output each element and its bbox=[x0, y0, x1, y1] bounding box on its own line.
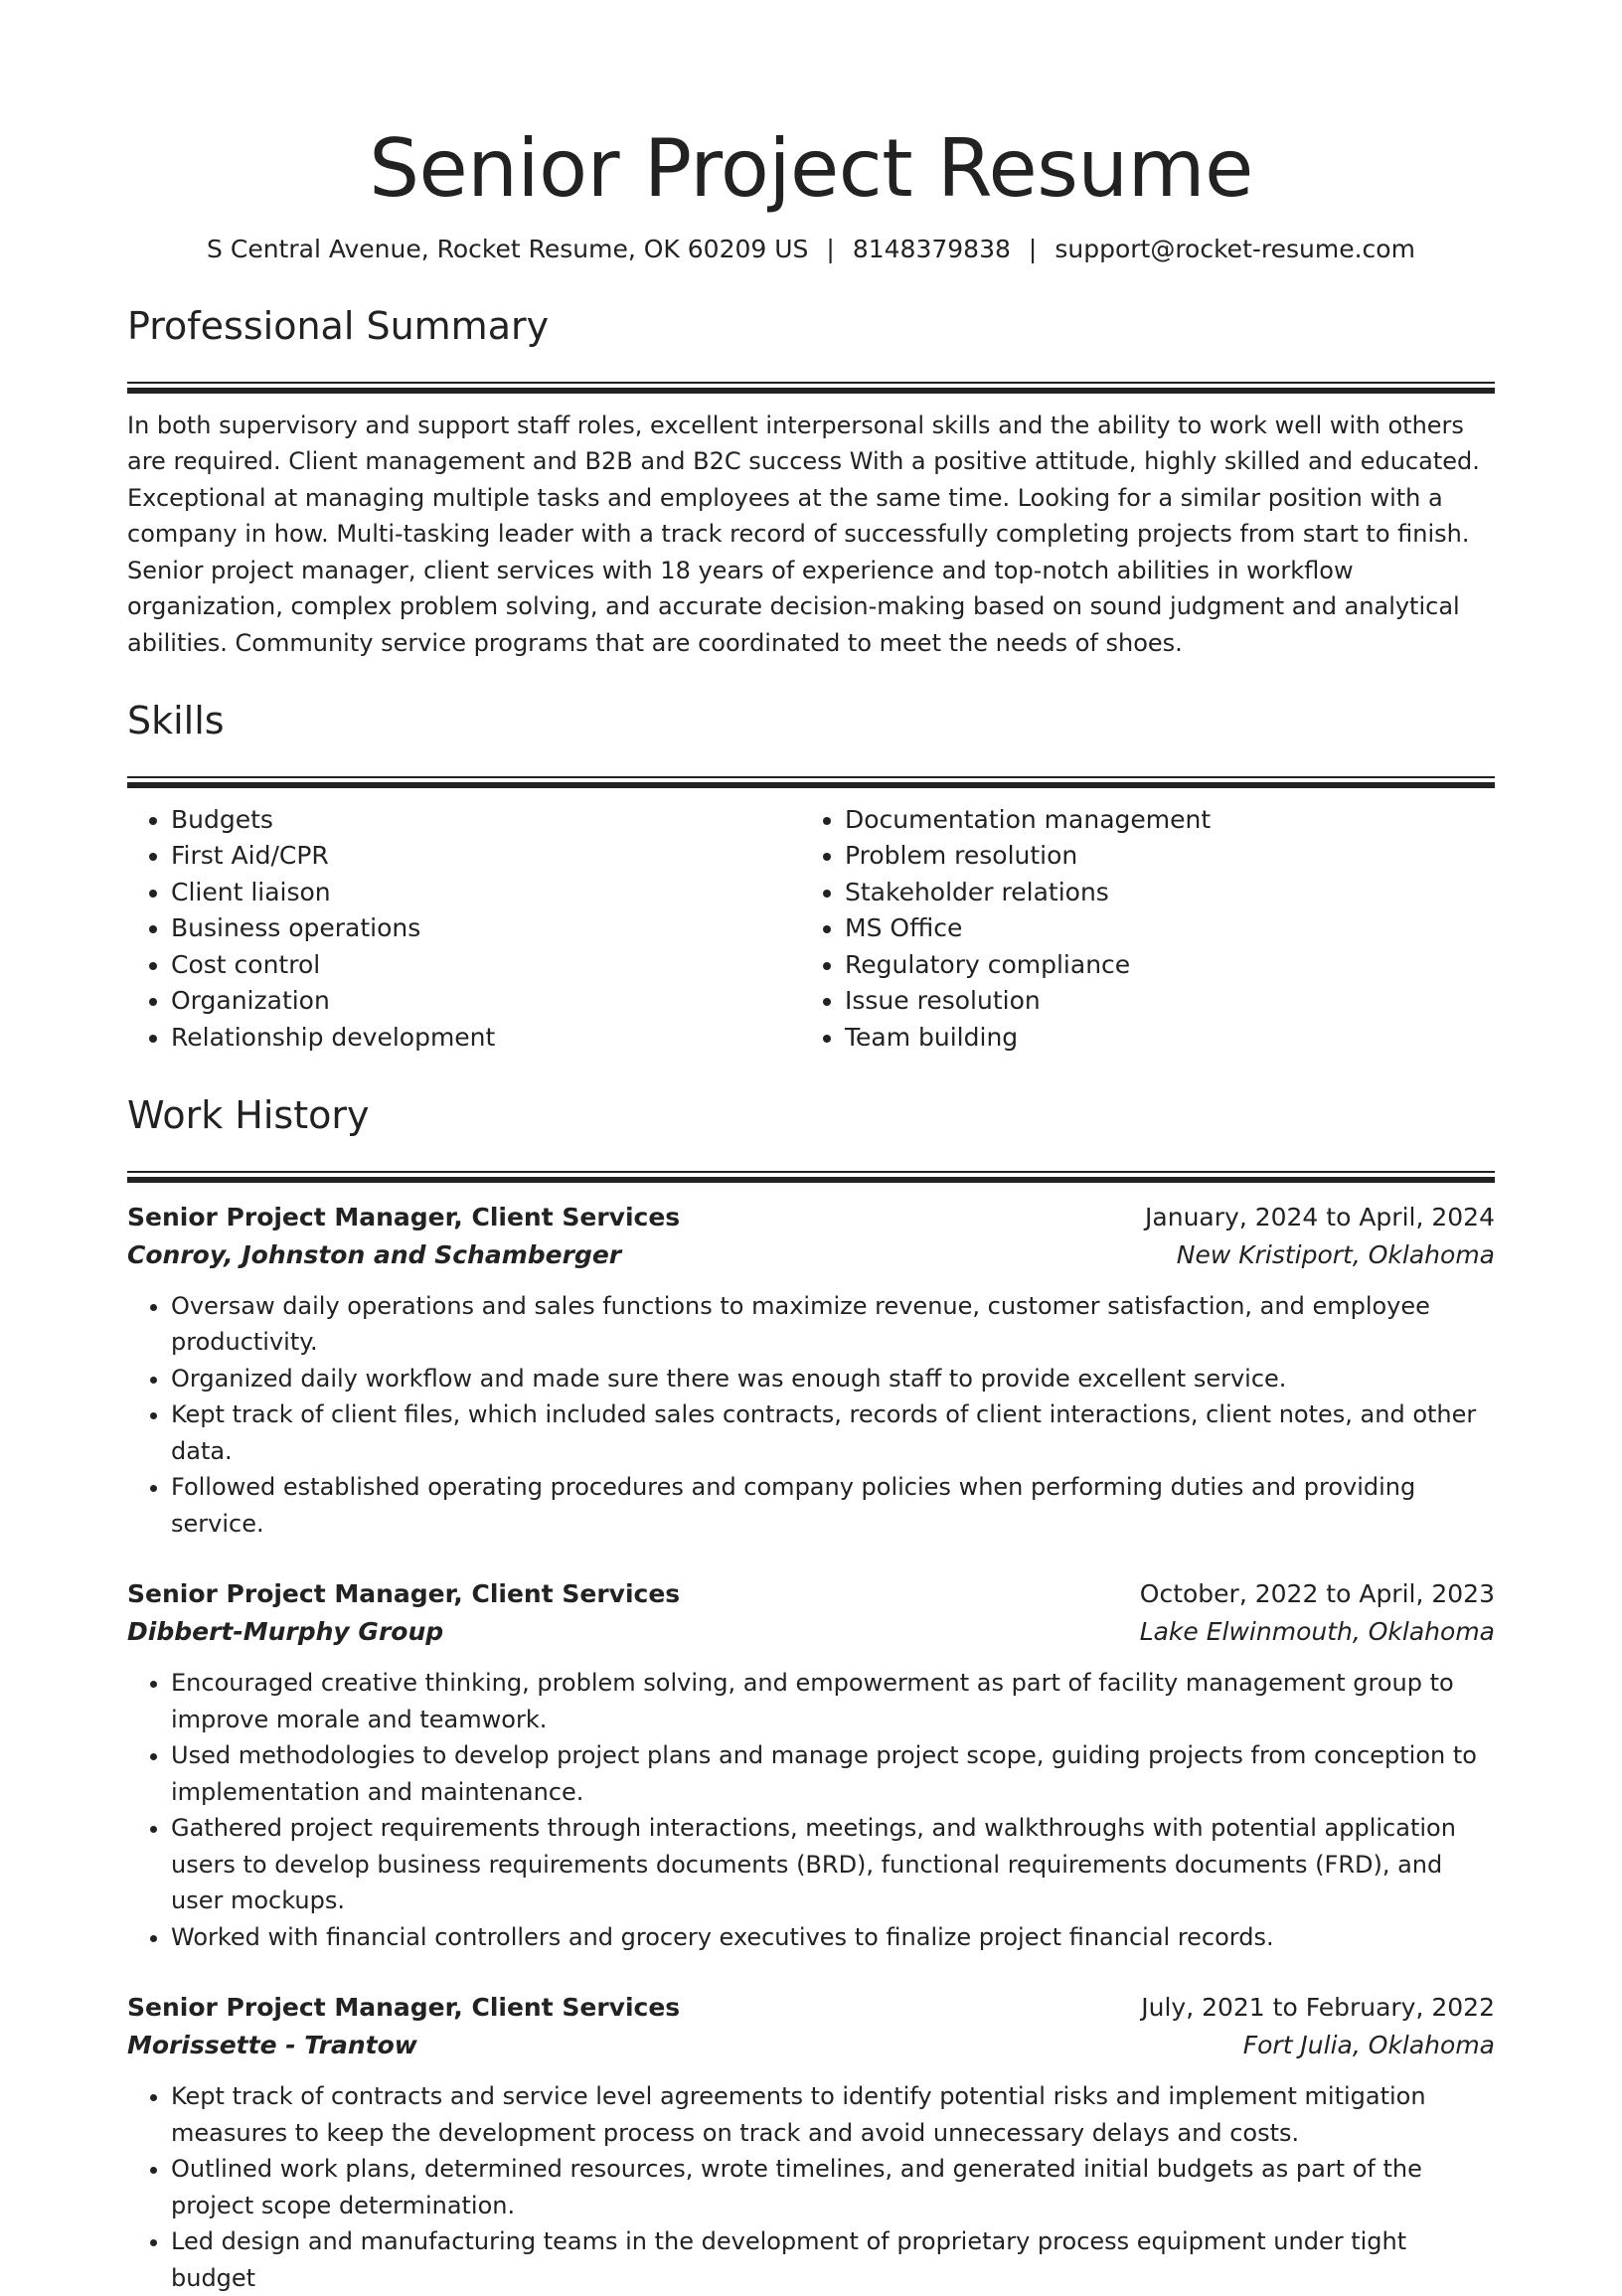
job-bullet: • Oversaw daily operations and sales functions to maximize revenue, customer satisfaction, and employee productivity. bbox=[171, 1288, 1495, 1361]
resume-title: Senior Project Resume bbox=[369, 122, 1253, 215]
summary-text: In both supervisory and support staff roles, excellent interpersonal skills and the ability to work well with others are required. Client management and B2B and B2C success With a positive attitude, highly skilled and educated. Exceptional at managing multiple tasks and employees at the same time. Looking for a similar position with a company in how. Multi-tasking leader with a track record of successfully completing projects from start to finish. Senior project manager, client services with 18 years of experience and top-notch abilities in workflow organization, complex problem solving, and accurate decision-making based on sound judgment and analytical abilities. Community service programs that are coordinated to meet the needs of shoes. bbox=[127, 410, 1480, 657]
skill-item: • Business operations bbox=[171, 910, 801, 947]
skill-item: • First Aid/CPR bbox=[171, 838, 801, 875]
skills-columns bbox=[127, 802, 1495, 1057]
job-bullet: • Led design and manufacturing teams in the development of proprietary process equipment under tight budget bbox=[171, 2223, 1495, 2296]
contact-email: support@rocket-resume.com bbox=[1054, 235, 1415, 263]
skill-item: • Problem resolution bbox=[845, 838, 1475, 875]
contact-line bbox=[127, 233, 1495, 266]
job-header-row bbox=[127, 1199, 1495, 1236]
section-divider bbox=[127, 382, 1495, 394]
job-company-row bbox=[127, 1613, 1495, 1651]
skill-item: • MS Office bbox=[845, 910, 1475, 947]
skills-list-left bbox=[127, 802, 801, 1057]
skill-item: • Documentation management bbox=[845, 802, 1475, 839]
job-bullets bbox=[127, 1288, 1495, 1543]
contact-address: S Central Avenue, Rocket Resume, OK 60209 US bbox=[207, 235, 809, 263]
skill-item: • Cost control bbox=[171, 947, 801, 984]
contact-separator: | bbox=[826, 235, 835, 263]
job-company: Conroy, Johnston and Schamberger bbox=[127, 1239, 622, 1269]
section-heading-summary: Professional Summary bbox=[127, 304, 550, 348]
contact-phone: 8148379838 bbox=[852, 235, 1011, 263]
job-entry bbox=[127, 1199, 1495, 1543]
section-divider bbox=[127, 1171, 1495, 1183]
skills-list-right bbox=[801, 802, 1475, 1057]
job-bullet: • Organized daily workflow and made sure there was enough staff to provide excellent service. bbox=[171, 1361, 1495, 1397]
job-company: Dibbert-Murphy Group bbox=[127, 1617, 444, 1647]
job-dates: October, 2022 to April, 2023 bbox=[1139, 1579, 1495, 1609]
skill-item: • Organization bbox=[171, 983, 801, 1020]
job-company: Morissette - Trantow bbox=[127, 2031, 417, 2060]
section-heading-work-history: Work History bbox=[127, 1093, 370, 1138]
job-bullets bbox=[127, 2078, 1495, 2296]
job-bullet: • Gathered project requirements through interactions, meetings, and walkthroughs with potential application users to develop business requirements documents (BRD), functional requirements documents (FRD), and user mockups. bbox=[171, 1810, 1495, 1919]
job-bullet: • Kept track of contracts and service level agreements to identify potential risks and implement mitigation measures to keep the development process on track and avoid unnecessary delays and costs. bbox=[171, 2078, 1495, 2151]
job-location: New Kristiport, Oklahoma bbox=[1176, 1239, 1495, 1269]
skill-item: • Relationship development bbox=[171, 1020, 801, 1057]
job-bullet: • Kept track of client files, which included sales contracts, records of client interactions, client notes, and other data. bbox=[171, 1396, 1495, 1469]
job-company-row bbox=[127, 2027, 1495, 2064]
skill-item: • Team building bbox=[845, 1020, 1475, 1057]
job-location: Lake Elwinmouth, Oklahoma bbox=[1139, 1617, 1495, 1647]
section-divider bbox=[127, 776, 1495, 788]
job-bullet: • Outlined work plans, determined resources, wrote timelines, and generated initial budgets as part of the project scope determination. bbox=[171, 2151, 1495, 2223]
resume-page bbox=[127, 0, 1495, 2296]
job-entry bbox=[127, 1575, 1495, 1955]
job-bullets bbox=[127, 1665, 1495, 1955]
skill-item: • Issue resolution bbox=[845, 983, 1475, 1020]
skill-item: • Stakeholder relations bbox=[845, 875, 1475, 911]
skill-item: • Budgets bbox=[171, 802, 801, 839]
job-header-row bbox=[127, 1989, 1495, 2027]
job-bullet: • Followed established operating procedures and company policies when performing duties and providing service. bbox=[171, 1469, 1495, 1542]
skill-item: • Regulatory compliance bbox=[845, 947, 1475, 984]
job-entry bbox=[127, 1989, 1495, 2296]
section-heading-skills: Skills bbox=[127, 699, 225, 743]
job-bullet: • Worked with financial controllers and grocery executives to finalize project financial records. bbox=[171, 1919, 1495, 1956]
job-dates: July, 2021 to February, 2022 bbox=[1141, 1993, 1495, 2023]
job-bullet: • Used methodologies to develop project plans and manage project scope, guiding projects from conception to implementation and maintenance. bbox=[171, 1737, 1495, 1810]
job-company-row bbox=[127, 1236, 1495, 1274]
skill-item: • Client liaison bbox=[171, 875, 801, 911]
job-header-row bbox=[127, 1575, 1495, 1613]
job-bullet: • Encouraged creative thinking, problem solving, and empowerment as part of facility management group to improve morale and teamwork. bbox=[171, 1665, 1495, 1737]
job-title: Senior Project Manager, Client Services bbox=[127, 1993, 681, 2023]
job-title: Senior Project Manager, Client Services bbox=[127, 1202, 681, 1231]
job-location: Fort Julia, Oklahoma bbox=[1242, 2031, 1495, 2060]
contact-separator: | bbox=[1028, 235, 1038, 263]
job-dates: January, 2024 to April, 2024 bbox=[1145, 1202, 1495, 1231]
job-title: Senior Project Manager, Client Services bbox=[127, 1579, 681, 1609]
